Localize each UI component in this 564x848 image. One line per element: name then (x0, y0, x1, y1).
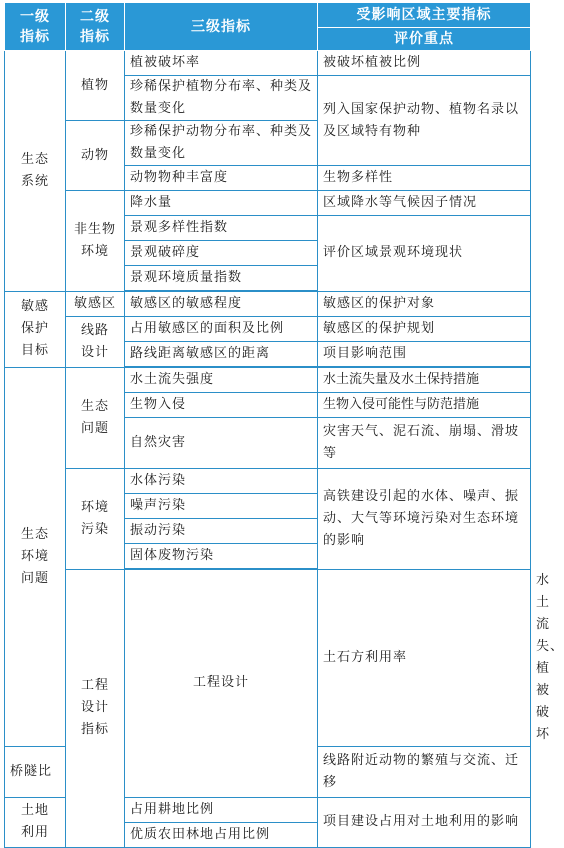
level3-cell: 水土流失强度 (125, 367, 318, 393)
table-row (5, 51, 531, 76)
header-level1: 一级指标 (5, 3, 66, 51)
focus-cell: 生物入侵可能性与防范措施 (318, 393, 531, 418)
focus-cell: 灾害天气、泥石流、崩塌、滑坡等 (318, 418, 531, 469)
level3-cell: 植被破坏率 (125, 51, 318, 76)
focus-cell: 水土流失量及水土保持措施 (318, 367, 531, 393)
focus-cell: 敏感区的保护对象 (318, 291, 531, 317)
header-affected-area: 受影响区域主要指标 (318, 3, 531, 28)
level1-cell: 工程设计指标 (66, 569, 125, 847)
level2-cell: 环境污染 (66, 469, 125, 570)
focus-cell: 高铁建设引起的水体、噪声、振动、大气等环境污染对生态环境的影响 (318, 469, 531, 570)
level3-cell: 占用敏感区的面积及比例 (125, 317, 318, 342)
level3-cell: 自然灾害 (125, 418, 318, 469)
header-level3: 三级指标 (125, 3, 318, 51)
level1-cell: 生态系统 (5, 51, 66, 292)
level2-cell: 土地利用 (5, 797, 66, 847)
level2-cell: 线路设计 (66, 317, 125, 368)
table-row (5, 317, 531, 342)
level3-cell: 土石方利用率 (318, 569, 531, 746)
focus-cell: 项目影响范围 (318, 342, 531, 368)
focus-cell: 被破坏植被比例 (318, 51, 531, 76)
focus-cell: 敏感区的保护规划 (318, 317, 531, 342)
table-header (5, 3, 531, 51)
level3-cell: 振动污染 (125, 519, 318, 544)
focus-cell: 生物多样性 (318, 166, 531, 191)
focus-cell: 列入国家保护动物、植物名录以及区域特有物种 (318, 76, 531, 166)
table-row: 工程设计指标 工程设计 土石方利用率 水土流失、植被破坏 (5, 569, 531, 746)
level3-cell: 降水量 (125, 191, 318, 216)
level1-cell: 敏感保护目标 (5, 291, 66, 367)
header-evaluation-focus: 评价重点 (318, 28, 531, 51)
level3-cell: 优质农田林地占用比例 (125, 822, 318, 847)
level3-cell: 珍稀保护植物分布率、种类及数量变化 (125, 76, 318, 121)
focus-cell: 线路附近动物的繁殖与交流、迁移 (318, 746, 531, 797)
level2-cell: 非生物环境 (66, 191, 125, 292)
level3-cell: 固体废物污染 (125, 544, 318, 570)
level1-cell: 生态环境问题 (5, 367, 66, 746)
table-row (5, 367, 531, 393)
level3-cell: 景观多样性指数 (125, 216, 318, 241)
level2-cell: 生态问题 (66, 367, 125, 469)
level3-cell: 景观破碎度 (125, 241, 318, 266)
level3-cell: 景观环境质量指数 (125, 266, 318, 292)
table-row (5, 291, 531, 317)
focus-cell: 区域降水等气候因子情况 (318, 191, 531, 216)
level3-cell: 占用耕地比例 (125, 797, 318, 822)
table-row (5, 469, 531, 494)
level2-cell: 植物 (66, 51, 125, 121)
level3-cell: 动物物种丰富度 (125, 166, 318, 191)
level2-cell: 敏感区 (66, 291, 125, 317)
level3-cell: 生物入侵 (125, 393, 318, 418)
focus-cell: 评价区域景观环境现状 (318, 216, 531, 292)
level3-cell: 敏感区的敏感程度 (125, 291, 318, 317)
level3-cell: 噪声污染 (125, 494, 318, 519)
focus-cell: 项目建设占用对土地利用的影响 (318, 797, 531, 847)
level3-cell: 桥隧比 (5, 746, 66, 797)
level3-cell: 珍稀保护动物分布率、种类及数量变化 (125, 121, 318, 166)
level3-cell: 水体污染 (125, 469, 318, 494)
level2-cell: 工程设计 (125, 569, 318, 797)
level3-cell: 路线距离敏感区的距离 (125, 342, 318, 368)
level2-cell: 动物 (66, 121, 125, 191)
header-level2: 二级指标 (66, 3, 125, 51)
table-row (5, 191, 531, 216)
indicator-table (4, 2, 564, 848)
